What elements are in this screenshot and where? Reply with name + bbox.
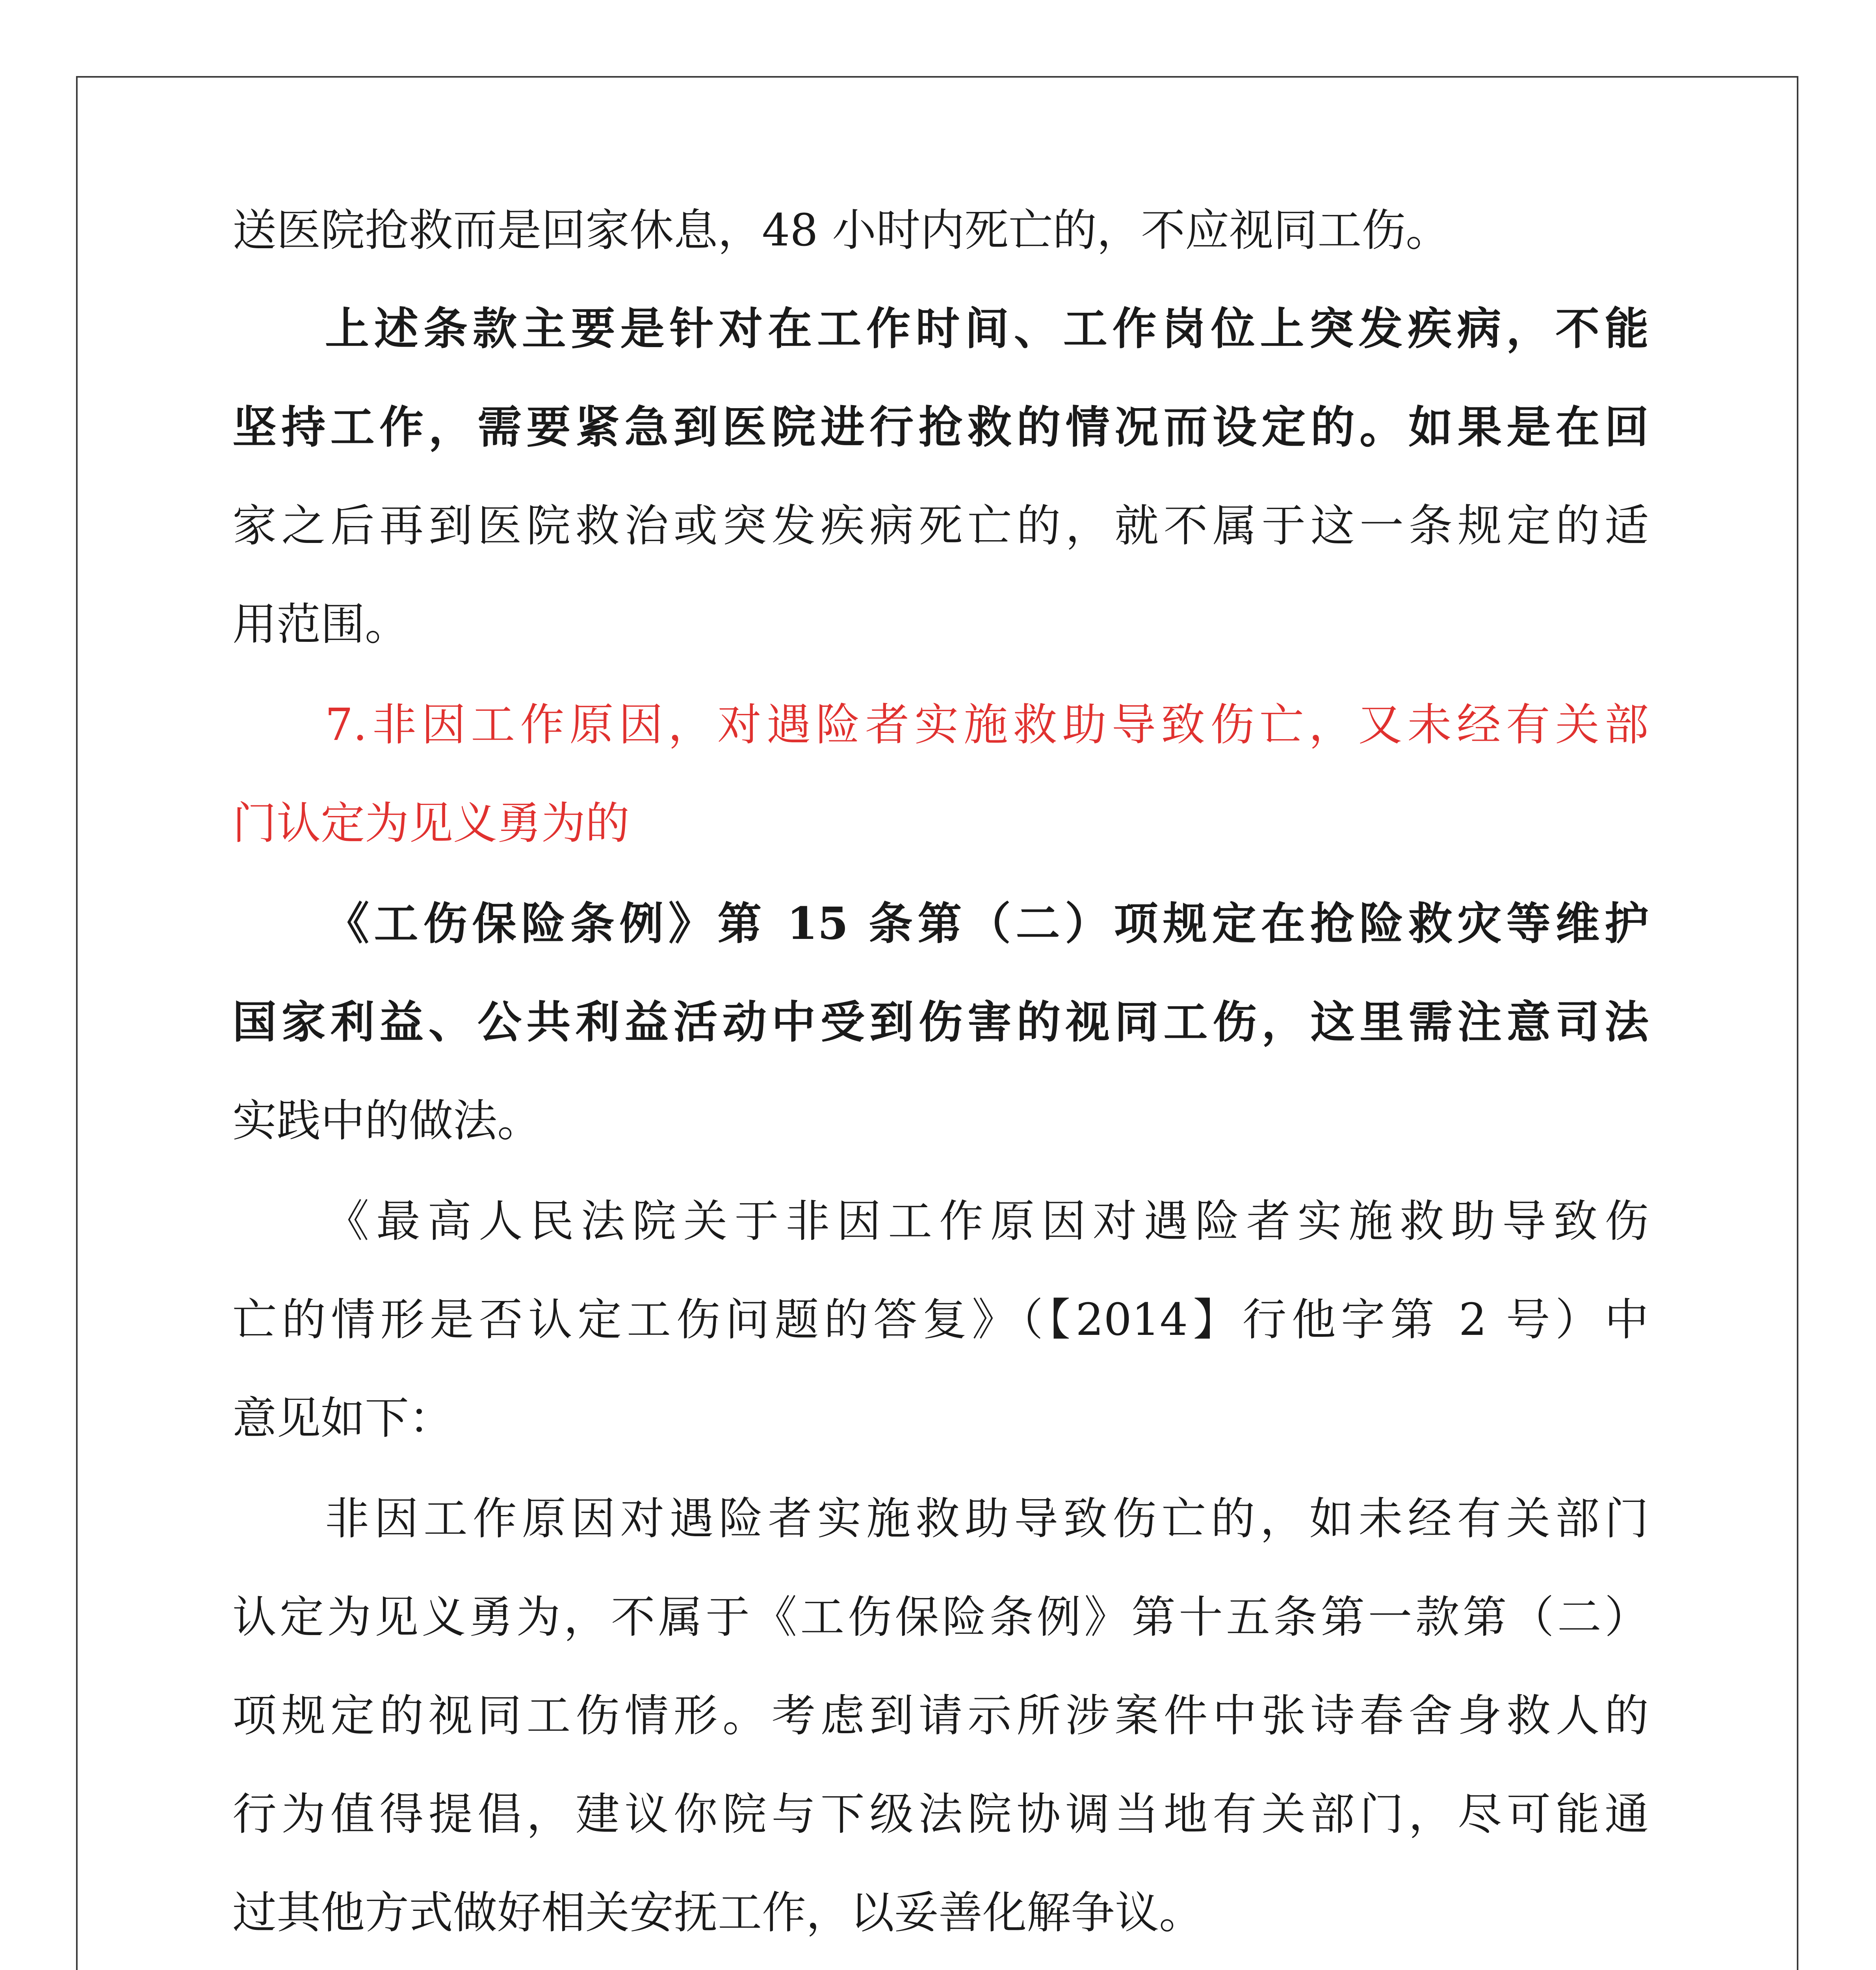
paragraph-line: 项规定的视同工伤情形。考虑到请示所涉案件中张诗春舍身救人的 (232, 1690, 1649, 1741)
paragraph-line: 非因工作原因对遇险者实施救助导致伤亡的，如未经有关部门 (325, 1493, 1649, 1544)
paragraph-line: 《工伤保险条例》第 15 条第（二）项规定在抢险救灾等维护 (325, 898, 1649, 950)
paragraph-line: 上述条款主要是针对在工作时间、工作岗位上突发疾病，不能 (325, 303, 1649, 355)
paragraph-line: 行为值得提倡，建议你院与下级法院协调当地有关部门，尽可能通 (232, 1789, 1649, 1840)
section-heading-7-cont: 门认定为见义勇为的 (232, 798, 630, 849)
paragraph-line: 国家利益、公共利益活动中受到伤害的视同工伤，这里需注意司法 (232, 996, 1649, 1048)
paragraph-line: 《最高人民法院关于非因工作原因对遇险者实施救助导致伤 (325, 1196, 1649, 1247)
paragraph-line: 认定为见义勇为，不属于《工伤保险条例》第十五条第一款第（二） (232, 1592, 1649, 1643)
section-heading-7: 7.非因工作原因，对遇险者实施救助导致伤亡，又未经有关部 (325, 699, 1649, 751)
paragraph-line: 意见如下： (232, 1393, 453, 1444)
paragraph-line: 亡的情形是否认定工伤问题的答复》（【2014】行他字第 2 号）中 (232, 1294, 1649, 1346)
paragraph-line: 送医院抢救而是回家休息，48 小时内死亡的，不应视同工伤。 (232, 205, 1450, 256)
paragraph-line: 家之后再到医院救治或突发疾病死亡的，就不属于这一条规定的适 (232, 500, 1649, 552)
paragraph-line: 坚持工作，需要紧急到医院进行抢救的情况而设定的。如果是在回 (232, 401, 1649, 453)
paragraph-line: 用范围。 (232, 599, 409, 650)
paragraph-line: 过其他方式做好相关安抚工作，以妥善化解争议。 (232, 1887, 1203, 1938)
paragraph-line: 实践中的做法。 (232, 1095, 541, 1147)
